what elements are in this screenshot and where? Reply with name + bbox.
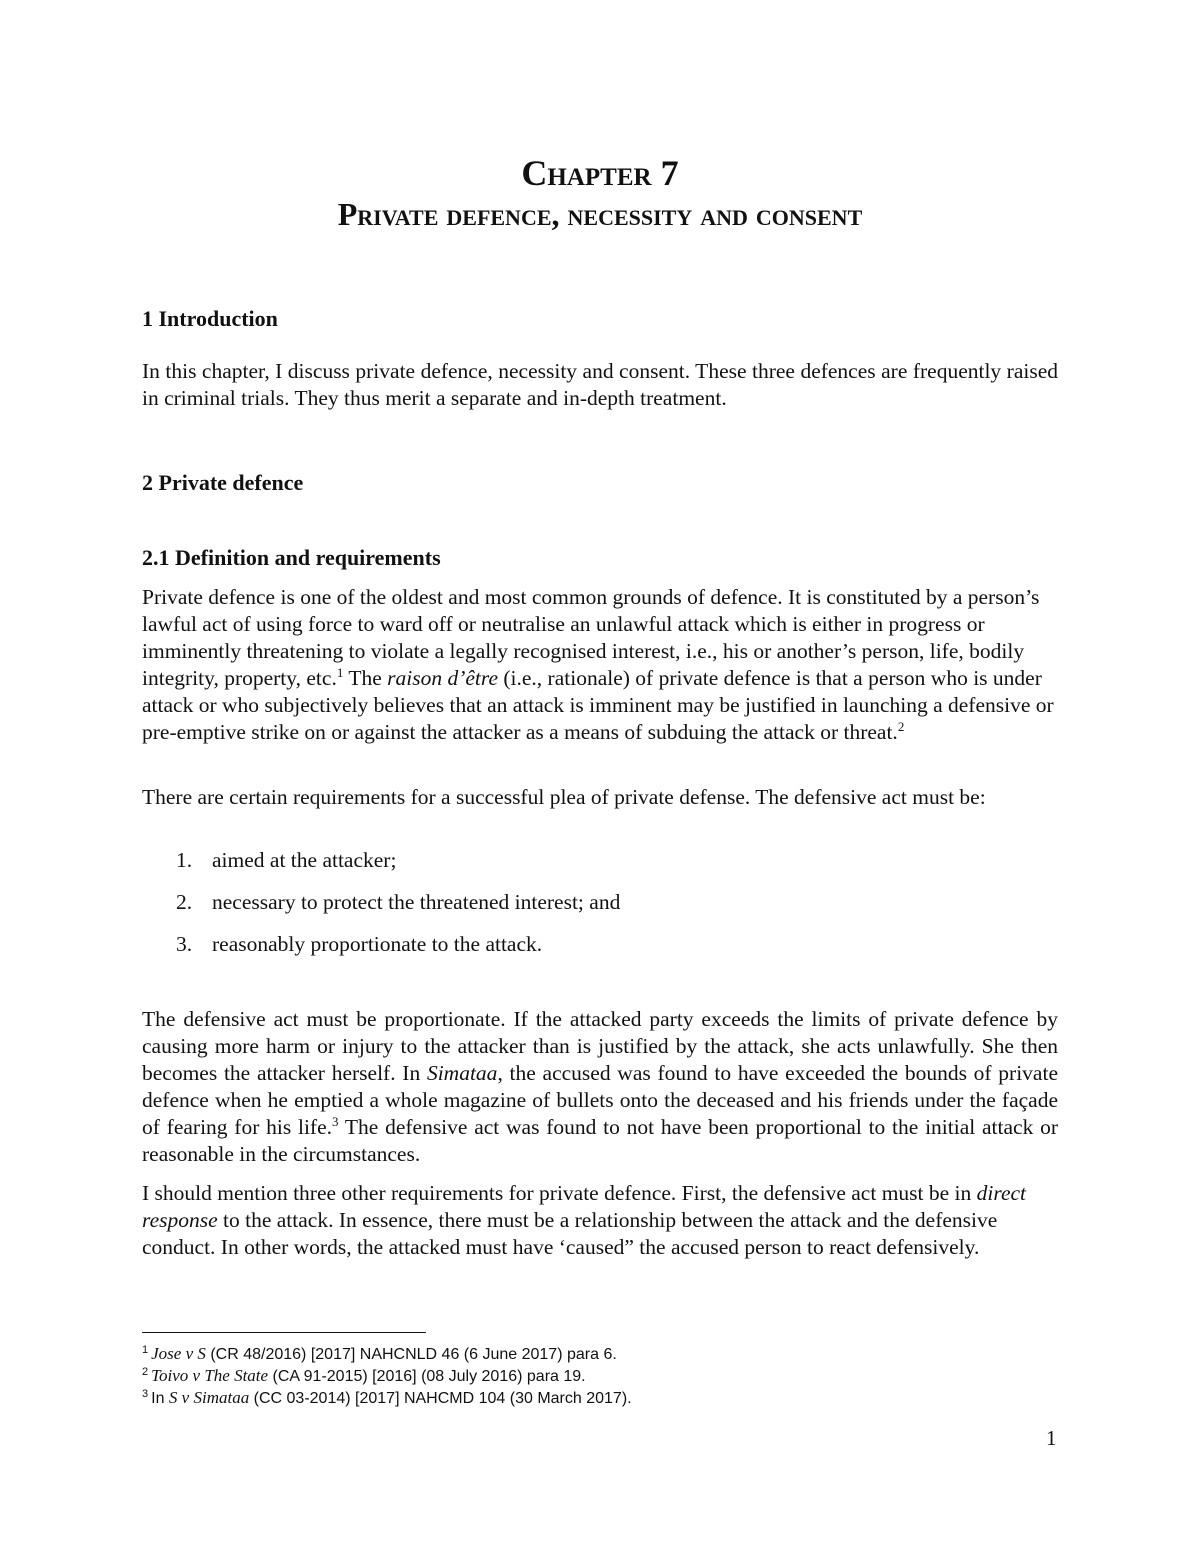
list-text: aimed at the attacker; [212,848,397,872]
footnote-separator [142,1332,426,1333]
chapter-number: Chapter 7 [521,153,679,193]
list-item [142,889,1042,931]
proportionality-paragraph [142,1006,1058,1168]
footnote [142,1387,1042,1409]
definition-heading: 2.1 Definition and requirements [142,545,441,570]
footnote [142,1343,1042,1365]
page-number: 1 [1046,1426,1057,1450]
footnote-citation: (CR 48/2016) [2017] NAHCNLD 46 (6 June 2017) para 6. [205,1346,617,1363]
other-requirements-paragraph [142,1180,1058,1261]
footnote [142,1365,1042,1387]
proportion-text-b: , the accused was found to have exceeded the bounds of private defence when he emptied a whole magazine of bullets onto the deceased and his friends under the façade of fearing for his life. [142,1061,1058,1139]
definition-text-b: The [343,666,388,690]
list-item [142,931,1042,973]
footnote-prefix: In [151,1390,169,1407]
case-name-simataa: Simataa [426,1061,498,1085]
requirements-list [142,847,1042,973]
list-number: 3. [176,932,193,956]
proportion-text-a: The defensive act must be proportionate. If the attacked party exceeds the limits of private defence by causing more harm or injury to the attacker than is justified by the attack, she acts unlawfully. She then becomes the attacker herself. In [142,1007,1058,1085]
footnote-ref-1[interactable]: 1 [336,664,344,680]
footnote-ref-3[interactable]: 3 [332,1113,339,1129]
footnote-citation: (CA 91-2015) [2016] (08 July 2016) para 19. [268,1368,586,1385]
other-req-text-b: to the attack. In essence, there must be a relationship between the attack and the defensive conduct. In other words, the attacked must have ‘caused” the accused person to react defensively. [142,1208,998,1259]
list-item [142,847,1042,889]
direct-response-term: direct response [142,1181,1027,1232]
footnote-case-name: Toivo v The State [151,1366,269,1385]
footnote-case-name: Jose v S [151,1344,206,1363]
footnotes-list [142,1343,1042,1409]
other-req-text-a: I should mention three other requirements for private defence. First, the defensive act must be in [142,1181,977,1205]
definition-paragraph [142,584,1058,746]
chapter-title: Private defence, necessity and consent [337,196,863,232]
footnote-mark: 2 [142,1365,149,1378]
definition-text-c: (i.e., rationale) of private defence is that a person who is under attack or who subjectively believes that an attack is imminent may be justified in launching a defensive or pre-emptive strike on or against the attacker as a means of subduing the attack or threat. [142,666,1054,744]
list-number: 2. [176,890,193,914]
footnote-mark: 3 [142,1387,149,1400]
raison-detre-term: raison d’être [387,666,498,690]
definition-text-a: Private defence is one of the oldest and most common grounds of defence. It is constituted by a person’s lawful act of using force to ward off or neutralise an unlawful attack which is either in progress or imminently threatening to violate a legally recognised interest, i.e., his or another’s person, life, bodily integrity, property, etc. [142,585,1040,690]
introduction-paragraph: In this chapter, I discuss private defence, necessity and consent. These three defences are frequently raised in criminal trials. They thus merit a separate and in-depth treatment. [142,359,1058,410]
requirements-intro: There are certain requirements for a successful plea of private defense. The defensive act must be: [142,785,986,809]
list-number: 1. [176,848,193,872]
list-text: reasonably proportionate to the attack. [212,932,543,956]
private-defence-heading: 2 Private defence [142,470,304,495]
footnote-ref-2[interactable]: 2 [897,718,905,734]
footnote-mark: 1 [142,1343,149,1356]
proportion-text-c: The defensive act was found to not have been proportional to the initial attack or reasonable in the circumstances. [142,1115,1058,1166]
footnote-citation: (CC 03-2014) [2017] NAHCMD 104 (30 March 2017). [249,1390,632,1407]
list-text: necessary to protect the threatened interest; and [212,890,621,914]
footnote-case-name: S v Simataa [168,1388,250,1407]
introduction-heading: 1 Introduction [142,306,278,331]
